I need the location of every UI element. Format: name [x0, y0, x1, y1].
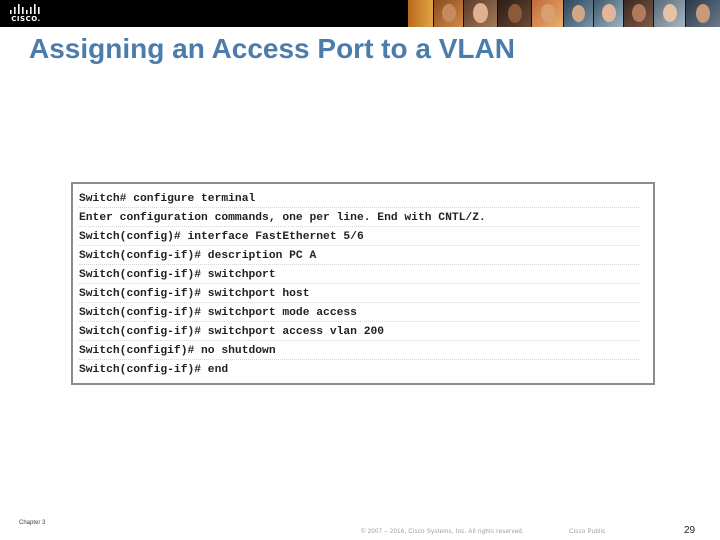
cli-line: Switch(config-if)# end [79, 364, 229, 376]
footer-classification: Cisco Public [569, 529, 606, 535]
cli-line: Switch(config-if)# switchport mode access [79, 305, 639, 322]
cisco-logo [9, 4, 43, 24]
footer-chapter: Chapter 3 [19, 520, 46, 526]
footer-copyright: © 2007 – 2016, Cisco Systems, Inc. All rights reserved. [361, 529, 524, 535]
cli-line: Enter configuration commands, one per line. End with CNTL/Z. [79, 210, 639, 227]
cli-output-panel [71, 182, 655, 385]
header-photo [686, 0, 720, 27]
cli-line: Switch(config-if)# switchport host [79, 286, 639, 303]
cli-line: Switch(config-if)# description PC A [79, 248, 639, 265]
header-photo [464, 0, 498, 27]
header-photo [564, 0, 594, 27]
header-photo [654, 0, 686, 27]
cli-line: Switch(configif)# no shutdown [79, 343, 639, 360]
header-photo [594, 0, 624, 27]
cli-line: Switch(config-if)# switchport access vlan 200 [79, 324, 639, 341]
page-number: 29 [684, 525, 696, 536]
header-photo [434, 0, 464, 27]
slide-title: Assigning an Access Port to a VLAN [29, 33, 515, 64]
cli-line: Switch(config)# interface FastEthernet 5/6 [79, 229, 639, 246]
header-photo [498, 0, 532, 27]
header-photo [408, 0, 434, 27]
header-photo [624, 0, 654, 27]
cli-line: Switch# configure terminal [79, 191, 639, 208]
cisco-bridge-icon [9, 4, 43, 15]
logo-text: CISCO. [11, 15, 41, 23]
header-bar [0, 0, 720, 27]
header-photo [532, 0, 564, 27]
header-photo-strip [408, 0, 720, 27]
cli-line: Switch(config-if)# switchport [79, 267, 639, 284]
